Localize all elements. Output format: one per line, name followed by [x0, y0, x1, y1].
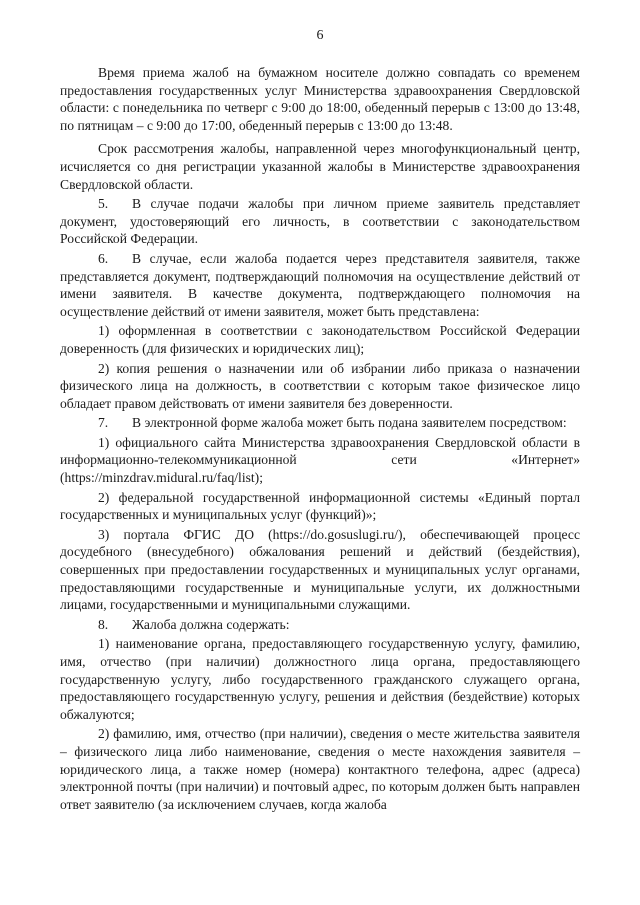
paragraph-text: В случае подачи жалобы при личном приеме заявитель представляет документ, удостоверяющий его личность, в соответствии с законодательством Российской Федерации.: [60, 196, 580, 247]
document-body: [60, 58, 580, 815]
subitem-6-2: [60, 360, 580, 413]
page-number: 6: [316, 28, 324, 43]
paragraph-text: Жалоба должна содержать:: [132, 616, 290, 632]
subitem-8-1: [60, 635, 580, 723]
paragraph-text: В случае, если жалоба подается через представителя заявителя, также представляется документ, подтверждающий полномочия на осуществление действий от имени заявителя. В качестве документа, подтверждающего полномочия на осуществление действий от имени заявителя, может быть представлена:: [60, 250, 580, 319]
subitem-6-1: [60, 322, 580, 357]
paragraph-item-6: [60, 250, 580, 320]
paragraph-item-7: [60, 414, 580, 432]
subitem-7-1: [60, 434, 580, 487]
paragraph-review-period: [60, 140, 580, 193]
subitem-7-3: [60, 526, 580, 614]
paragraph-text: 2) фамилию, имя, отчество (при наличии), сведения о месте жительства заявителя – физического лица либо наименование, сведения о месте нахождения заявителя – юридического лица, а также номер (номера) контактного телефона, адрес (адреса) электронной почты (при наличии) и почтовый адрес, по которым должен быть направлен ответ заявителю (за исключением случаев, когда жалоба: [60, 726, 580, 812]
item-number: 8.: [98, 616, 109, 632]
paragraph-item-5: [60, 195, 580, 248]
subitem-8-2: [60, 725, 580, 813]
item-number: 6.: [98, 250, 109, 266]
subitem-7-2: [60, 489, 580, 524]
paragraph-text: Время приема жалоб на бумажном носителе должно совпадать со временем предоставления государственных услуг Министерства здравоохранения Свердловской области: с понедельника по четверг с 9:00 до 18:00, обеденный перерыв с 13:00 до 13:48, по пятницам – с 9:00 до 17:00, обеденный перерыв с 13:00 до 13:48.: [60, 65, 580, 133]
paragraph-text: В электронной форме жалоба может быть подана заявителем посредством:: [132, 415, 567, 431]
paragraph-text: 1) наименование органа, предоставляющего государственную услугу, фамилию, имя, отчество (при наличии) должностного лица органа, предоставляющего государственную услугу, либо государственного гражданского служащего органа, предоставляющего государственную услугу, решения и действия (бездействие) которых обжалуются;: [60, 636, 580, 722]
paragraph-item-8: [60, 616, 580, 634]
paragraph-text: 2) федеральной государственной информационной системы «Единый портал государственных и муниципальных услуг (функций)»;: [60, 489, 580, 523]
paragraph-text: 2) копия решения о назначении или об избрании либо приказа о назначении физического лица на должность, в соответствии с которым такое физическое лицо обладает правом действовать от имени заявителя без доверенности.: [60, 360, 580, 411]
item-number: 5.: [98, 196, 109, 212]
paragraph-text: 1) оформленная в соответствии с законодательством Российской Федерации доверенность (для физических и юридических лиц);: [60, 323, 580, 356]
item-number: 7.: [98, 415, 109, 431]
paragraph-text: Срок рассмотрения жалобы, направленной через многофункциональный центр, исчисляется со дня регистрации указанной жалобы в Министерстве здравоохранения Свердловской области.: [60, 141, 580, 192]
paragraph-reception-hours: [60, 64, 580, 134]
paragraph-text: 3) портала ФГИС ДО (https://do.gosuslugi.ru/), обеспечивающей процесс досудебного (внесудебного) обжалования решений и действий (бездействия), совершенных при предоставлении государственных и муниципальных услуг органами, предоставляющими государственные и муниципальные услуги, их должностными лицами, государственными и муниципальными служащими.: [60, 526, 580, 613]
paragraph-text: 1) официального сайта Министерства здравоохранения Свердловской области в информационно-телекоммуникационной сети «Интернет» (https://minzdrav.midural.ru/faq/list);: [60, 434, 580, 486]
